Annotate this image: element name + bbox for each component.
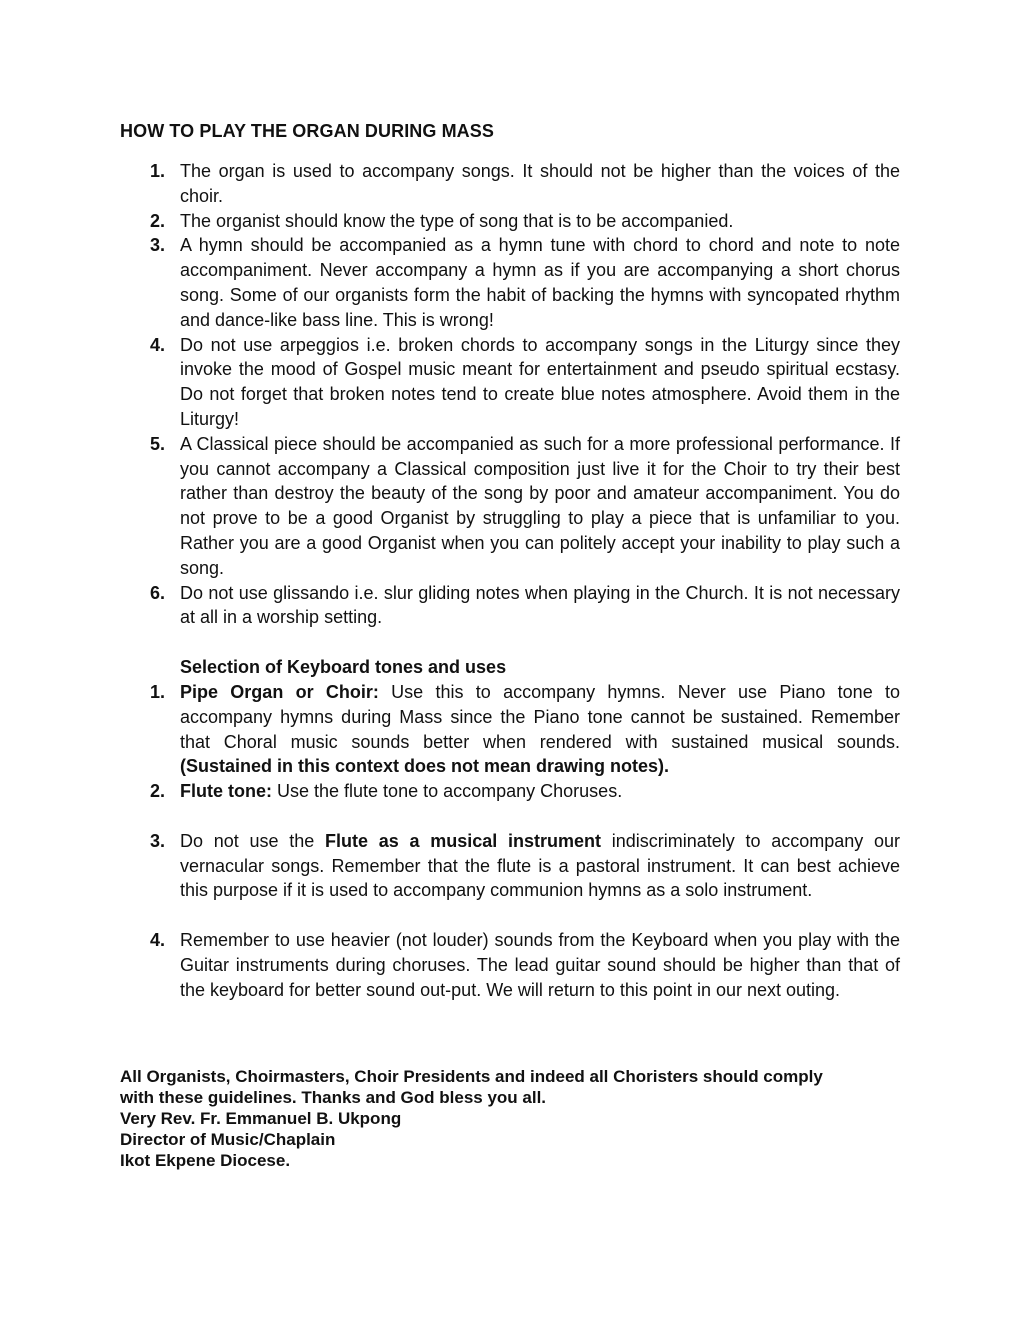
list-item (120, 432, 900, 581)
signature-title: Director of Music/Chaplain (120, 1130, 336, 1149)
item-number: 4. (150, 929, 166, 950)
item-text: Do not use arpeggios i.e. broken chords to accompany songs in the Liturgy since they invoke the mood of Gospel music meant for entertainment and pseudo spiritual ecstasy. Do not forget that broken notes tend to create blue notes atmosphere. Avoid them in the Liturgy! (180, 334, 900, 429)
list-item (120, 233, 900, 332)
item-emphasis: Flute as a musical instrument (324, 830, 601, 851)
item-pre: Do not use the (180, 830, 325, 851)
item-number: 3. (150, 830, 166, 851)
signature-diocese: Ikot Ekpene Diocese. (120, 1151, 291, 1170)
item-text: The organist should know the type of song that is to be accompanied. (180, 210, 734, 231)
closing-line: All Organists, Choirmasters, Choir Presidents and indeed all Choristers should comply (120, 1067, 823, 1086)
list-item (120, 829, 900, 903)
list-item (120, 928, 900, 1002)
item-number: 1. (150, 682, 166, 702)
item-number: 3. (150, 235, 166, 256)
item-number: 6. (150, 582, 166, 603)
closing-line: with these guidelines. Thanks and God bless you all. (120, 1088, 547, 1107)
item-number: 5. (150, 433, 166, 454)
item-number: 2. (150, 210, 166, 231)
tones-list (120, 680, 900, 1002)
list-item (120, 159, 900, 209)
list-item (120, 779, 900, 804)
item-text: Do not use glissando i.e. slur gliding notes when playing in the Church. It is not necessary at all in a worship setting. (180, 582, 900, 628)
list-item (120, 680, 900, 779)
list-item (120, 333, 900, 432)
item-text (180, 779, 900, 804)
spacer (120, 903, 900, 928)
item-lead: Flute tone: (180, 781, 272, 802)
page-title: HOW TO PLAY THE ORGAN DURING MASS (120, 121, 494, 141)
item-number: 4. (150, 334, 166, 355)
item-text (180, 829, 900, 903)
list-item (120, 209, 900, 234)
item-note: (Sustained in this context does not mean drawing notes). (180, 756, 670, 777)
section-heading: Selection of Keyboard tones and uses (180, 657, 507, 677)
item-number: 2. (150, 781, 166, 802)
item-text: A Classical piece should be accompanied as such for a more professional performance. If you cannot accompany a Classical composition just live it for the Choir to try their best rather than destroy the beauty of the song by poor and amateur accompaniment. You do not prove to be a good Organist by struggling to play a piece that is unfamiliar to you. Rather you are a good Organist when you can politely accept your inability to play such a song. (180, 433, 900, 578)
signature-name: Very Rev. Fr. Emmanuel B. Ukpong (120, 1109, 402, 1128)
item-text: Remember to use heavier (not louder) sounds from the Keyboard when you play with the Guitar instruments during choruses. The lead guitar sound should be higher than that of the keyboard for better sound out-put. We will return to this point in our next outing. (180, 929, 900, 1000)
item-text (180, 680, 900, 779)
item-number: 1. (150, 161, 166, 181)
item-text: The organ is used to accompany songs. It should not be higher than the voices of the choir. (180, 161, 900, 206)
item-body: Use this to accompany hymns. Never use Piano tone to accompany hymns during Mass since the Piano tone cannot be sustained. Remember that Choral music sounds better when rendered with sustained musical sounds. (180, 682, 900, 752)
list-item (120, 581, 900, 631)
spacer (120, 804, 900, 829)
closing-block (120, 1066, 920, 1171)
rules-list (120, 159, 900, 630)
item-text: A hymn should be accompanied as a hymn tune with chord to chord and note to note accompaniment. Never accompany a hymn as if you are accompanying a short chorus song. Some of our organists form the habit of backing the hymns with syncopated rhythm and dance-like bass line. This is wrong! (180, 235, 900, 330)
item-body: indiscriminately to accompany our vernacular songs. Remember that the flute is a pastoral instrument. It can best achieve this purpose if it is used to accompany communion hymns as a solo instrument. (180, 830, 900, 901)
item-lead: Pipe Organ or Choir: (180, 682, 379, 702)
item-body: Use the flute tone to accompany Choruses. (272, 781, 623, 802)
